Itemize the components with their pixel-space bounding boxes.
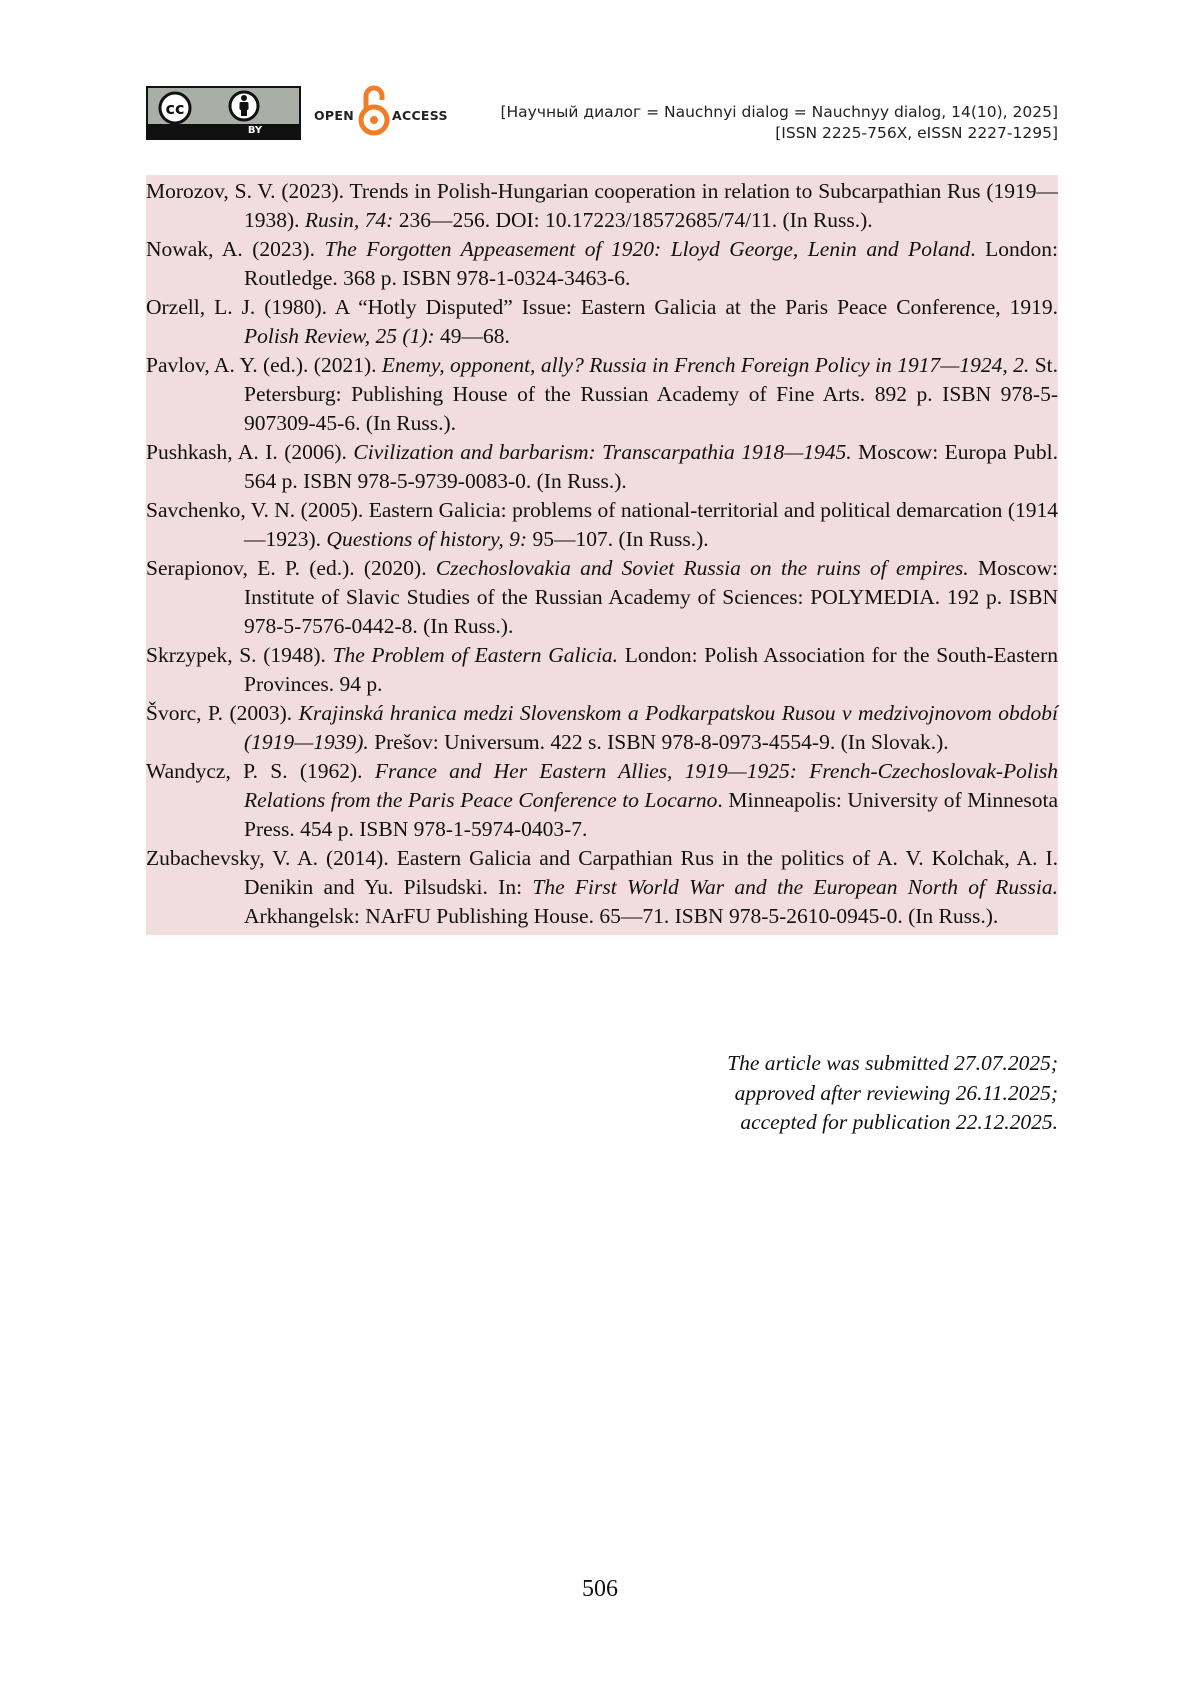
cc-by-license-badge[interactable]	[146, 86, 301, 140]
attribution-person-icon	[230, 92, 258, 120]
creative-commons-icon	[148, 88, 299, 124]
open-lock-icon	[358, 84, 390, 138]
page-header	[146, 84, 1058, 144]
references-list	[146, 175, 1058, 935]
journal-title-line: [Научный диалог = Nauchnyi dialog = Nauchnyy dialog, 14(10), 2025]	[500, 103, 1058, 121]
reference-item: Zubachevsky, V. A. (2014). Eastern Galicia and Carpathian Rus in the politics of A. V. Kolchak, A. I. Denikin and Yu. Pilsudski. In: The First World War and the European North of Russia. Arkhangelsk: NArFU Publishing House. 65—71. ISBN 978-5-2610-0945-0. (In Russ.).	[146, 846, 1058, 928]
reference-item: Orzell, L. J. (1980). A “Hotly Disputed” Issue: Eastern Galicia at the Paris Peace Conference, 1919. Polish Review, 25 (1): 49—68.	[146, 295, 1058, 348]
submitted-date: The article was submitted 27.07.2025;	[727, 1051, 1058, 1075]
reference-item: Savchenko, V. N. (2005). Eastern Galicia: problems of national-territorial and political demarcation (1914—1923). Questions of history, 9: 95—107. (In Russ.).	[146, 498, 1058, 551]
reference-item: Wandycz, P. S. (1962). France and Her Eastern Allies, 1919—1925: French-Czechoslovak-Polish Relations from the Paris Peace Conference to Locarno. Minneapolis: University of Minnesota Press. 454 p. ISBN 978-1-5974-0403-7.	[146, 759, 1059, 841]
reference-item: Serapionov, E. P. (ed.). (2020). Czechoslovakia and Soviet Russia on the ruins of empires. Moscow: Institute of Slavic Studies of the Russian Academy of Sciences: POLYMEDIA. 192 p. ISBN 978-5-7576-0442-8. (In Russ.).	[146, 556, 1058, 638]
journal-issn-line: [ISSN 2225-756X, eISSN 2227-1295]	[775, 124, 1058, 142]
reference-item: Pushkash, A. I. (2006). Civilization and barbarism: Transcarpathia 1918—1945. Moscow: Europa Publ. 564 p. ISBN 978-5-9739-0083-0. (In Russ.).	[146, 440, 1058, 493]
license-band	[148, 124, 299, 138]
approved-date: approved after reviewing 26.11.2025;	[734, 1080, 1058, 1105]
by-label: BY	[247, 125, 263, 136]
accepted-date: accepted for publication 22.12.2025.	[740, 1110, 1058, 1134]
article-dates	[727, 1049, 1058, 1138]
reference-item: Nowak, A. (2023). The Forgotten Appeasement of 1920: Lloyd George, Lenin and Poland. London: Routledge. 368 p. ISBN 978-1-0324-3463-6.	[146, 237, 1058, 290]
reference-item: Pavlov, A. Y. (ed.). (2021). Enemy, opponent, ally? Russia in French Foreign Policy in 1917—1924, 2. St. Petersburg: Publishing House of the Russian Academy of Fine Arts. 892 p. ISBN 978-5-907309-45-6. (In Russ.).	[146, 353, 1059, 435]
page-number: 506	[582, 1576, 618, 1602]
reference-item: Skrzypek, S. (1948). The Problem of Eastern Galicia. London: Polish Association for the South-Eastern Provinces. 94 p.	[146, 643, 1059, 696]
open-label: OPEN	[314, 108, 354, 123]
journal-info	[500, 102, 1058, 144]
reference-item: Švorc, P. (2003). Krajinská hranica medzi Slovenskom a Podkarpatskou Rusou v medzivojnovom období (1919—1939). Prešov: Universum. 422 s. ISBN 978-8-0973-4554-9. (In Slovak.).	[146, 701, 1058, 754]
cc-label: cc	[165, 99, 185, 118]
reference-item: Morozov, S. V. (2023). Trends in Polish-Hungarian cooperation in relation to Subcarpathian Rus (1919—1938). Rusin, 74: 236—256. DOI: 10.17223/18572685/74/11. (In Russ.).	[146, 179, 1058, 232]
access-label: ACCESS	[392, 108, 448, 123]
open-access-logo[interactable]	[314, 84, 464, 140]
